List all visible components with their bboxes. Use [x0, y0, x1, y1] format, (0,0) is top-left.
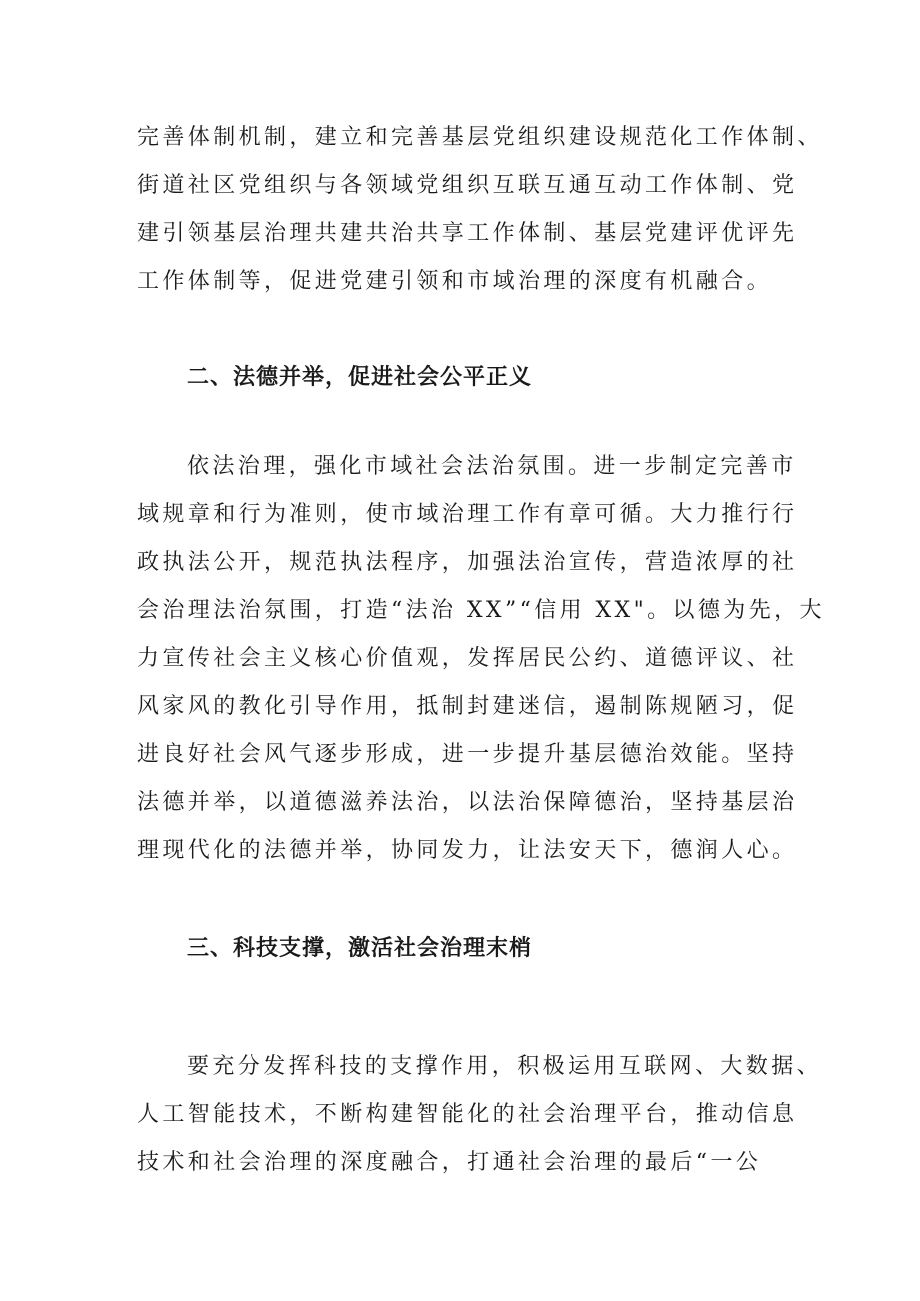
paragraph-2-line-8: 法德并举，以道德滋养法治，以法治保障德治，坚持基层治 — [137, 790, 798, 815]
paragraph-2-line-7: 进良好社会风气逐步形成，进一步提升基层德治效能。坚持 — [137, 742, 798, 767]
paragraph-1-line-3: 建引领基层治理共建共治共享工作体制、基层党建评优评先 — [137, 221, 798, 246]
paragraph-2-line-4: 会治理法治氛围，打造“法治 XX”“信用 XX"。以德为先，大 — [137, 598, 825, 623]
paragraph-1-line-1: 完善体制机制，建立和完善基层党组织建设规范化工作体制、 — [137, 125, 823, 150]
paragraph-1-line-2: 街道社区党组织与各领域党组织互联互通互动工作体制、党 — [137, 173, 798, 198]
section-heading-2: 二、法德并举，促进社会公平正义 — [187, 365, 533, 390]
paragraph-2-line-6: 风家风的教化引导作用，抵制封建迷信，遏制陈规陋习，促 — [137, 694, 798, 719]
paragraph-3-line-2: 人工智能技术，不断构建智能化的社会治理平台，推动信息 — [137, 1102, 798, 1127]
paragraph-2-line-9: 理现代化的法德并举，协同发力，让法安天下，德润人心。 — [137, 838, 798, 863]
paragraph-1-line-4: 工作体制等，促进党建引领和市域治理的深度有机融合。 — [137, 269, 773, 294]
paragraph-3-line-1: 要充分发挥科技的支撑作用，积极运用互联网、大数据、 — [187, 1054, 823, 1079]
paragraph-2-line-1: 依法治理，强化市域社会法治氛围。进一步制定完善市 — [187, 454, 797, 479]
paragraph-2-line-2: 域规章和行为准则，使市域治理工作有章可循。大力推行行 — [137, 502, 798, 527]
paragraph-2-line-5: 力宣传社会主义核心价值观，发挥居民公约、道德评议、社 — [137, 646, 798, 671]
section-heading-3: 三、科技支撑，激活社会治理末梢 — [187, 936, 533, 961]
paragraph-2-line-3: 政执法公开，规范执法程序，加强法治宣传，营造浓厚的社 — [137, 550, 798, 575]
paragraph-3-line-3: 技术和社会治理的深度融合，打通社会治理的最后“一公 — [137, 1150, 762, 1175]
